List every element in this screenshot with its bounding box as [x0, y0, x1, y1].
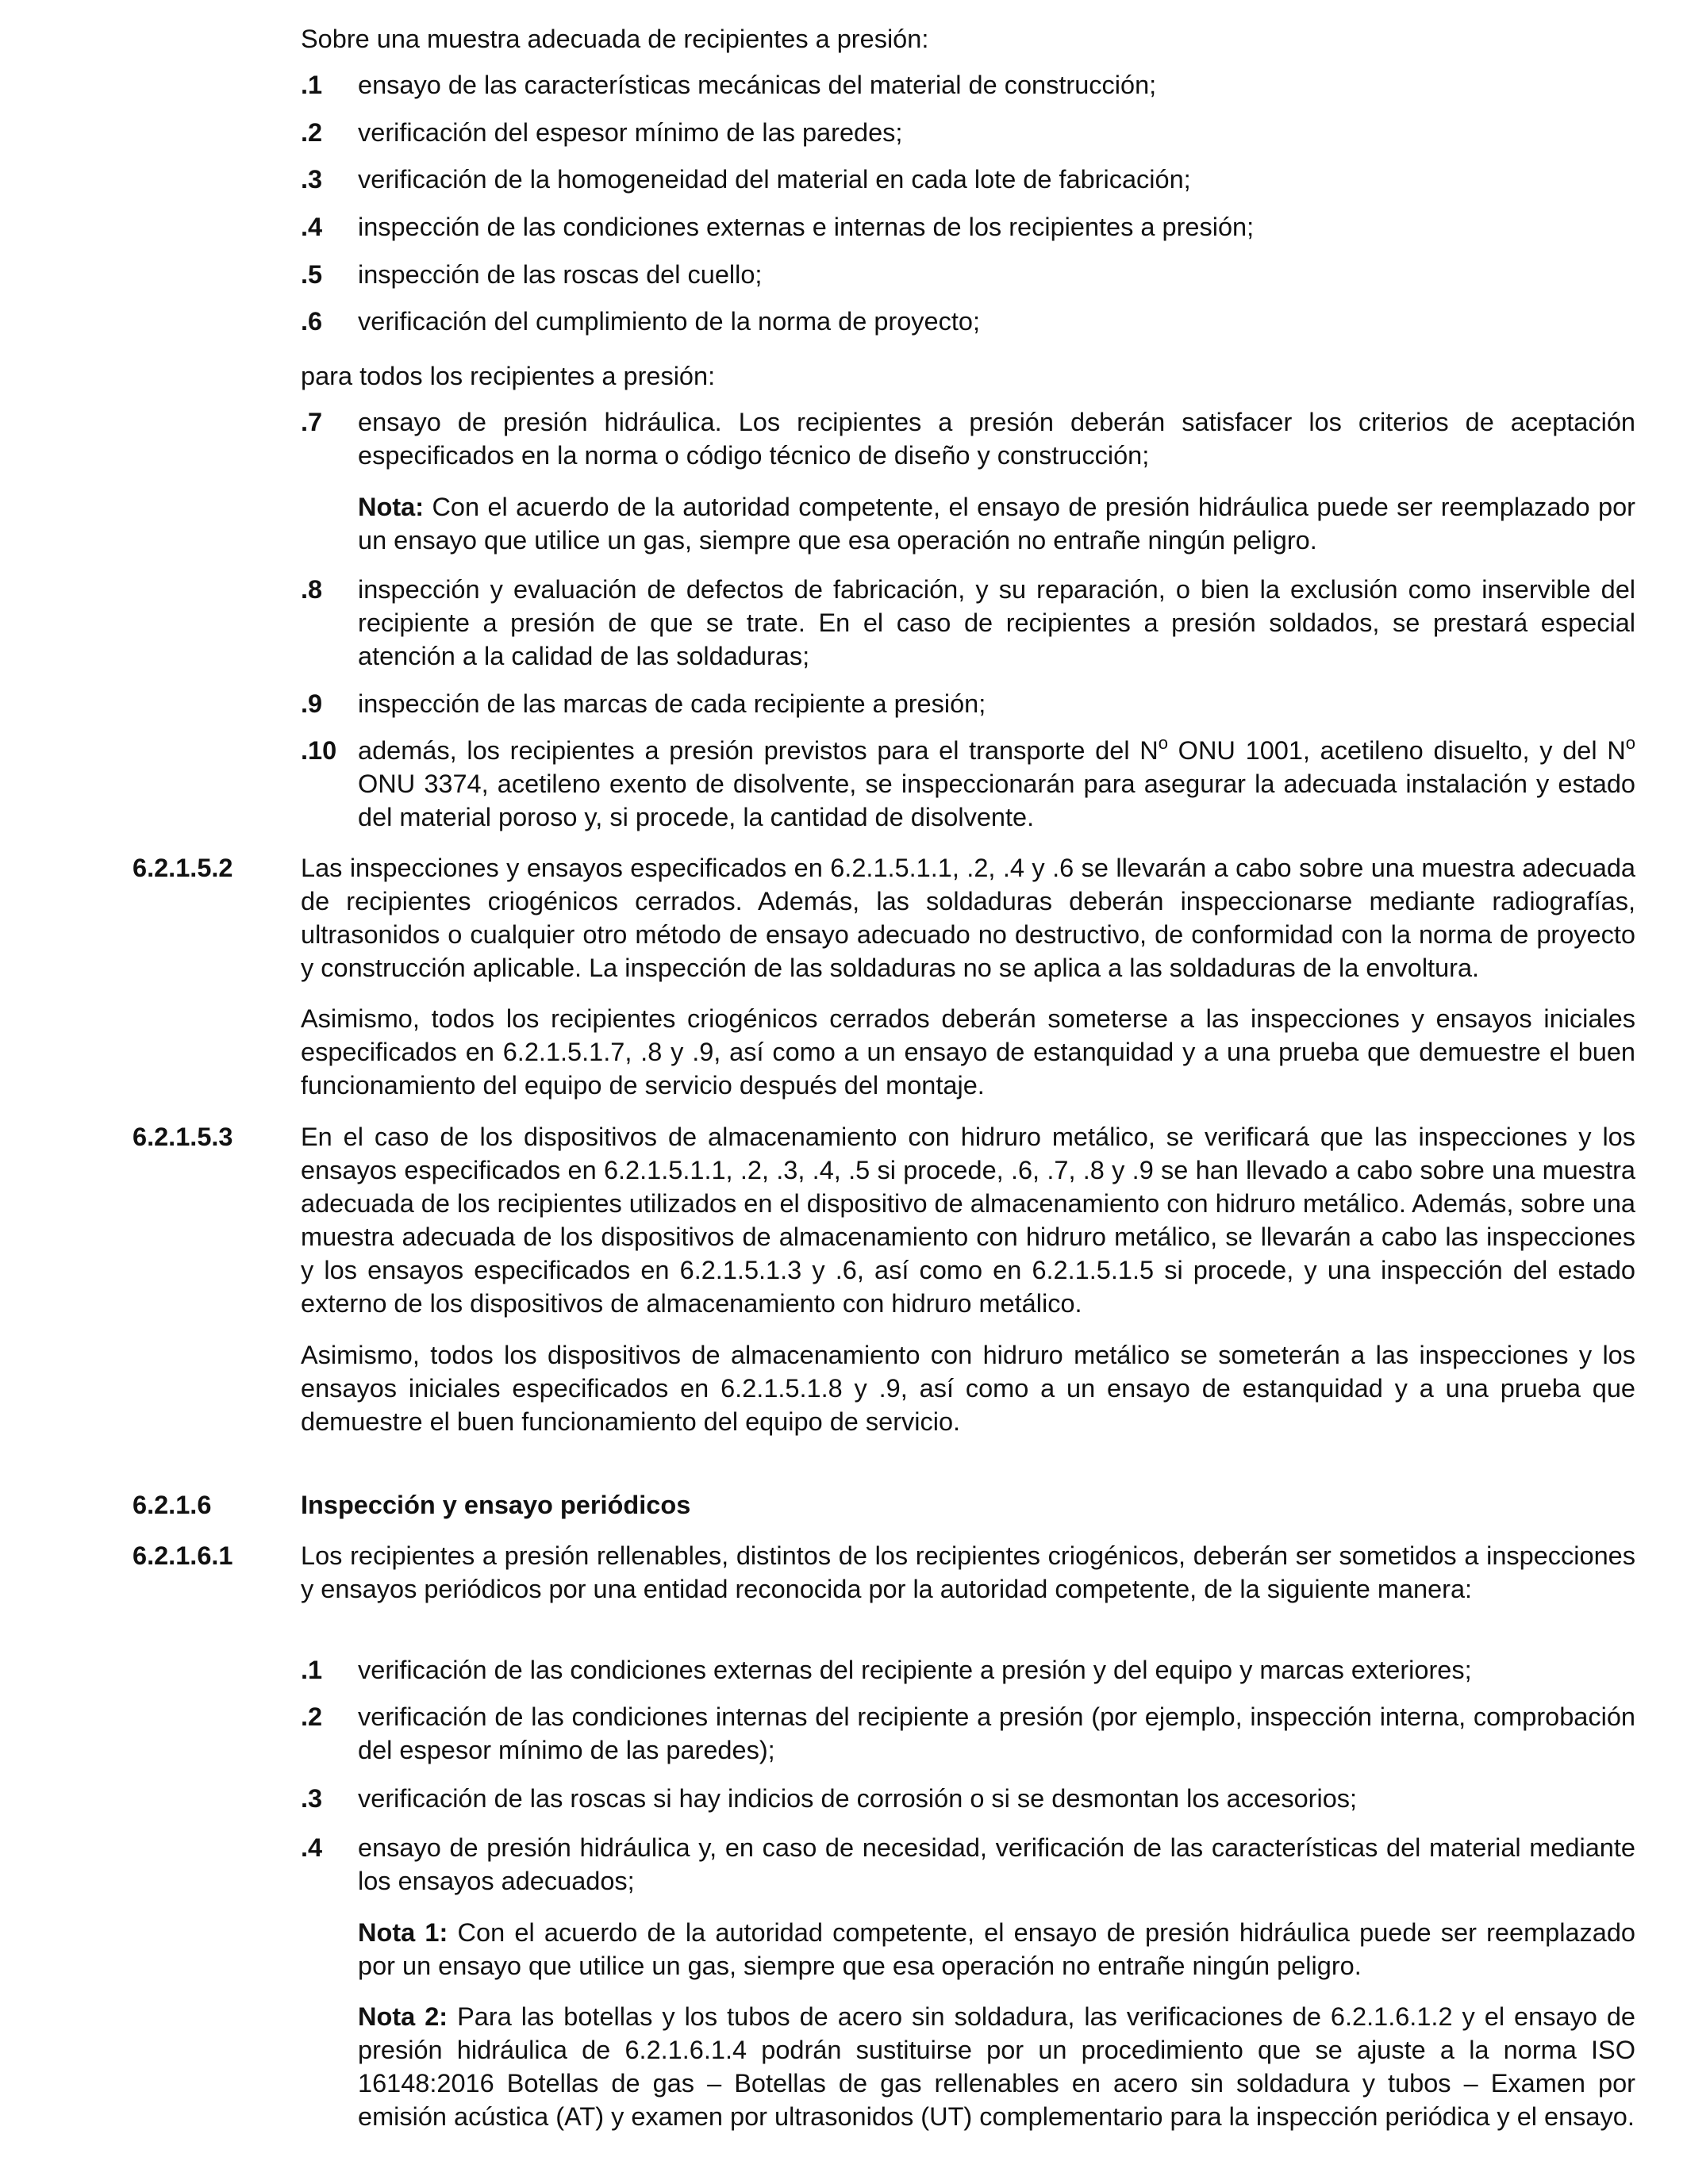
list-item: inspección de las condiciones externas e internas de los recipientes a presión;	[358, 213, 1255, 241]
list-item: inspección de las roscas del cuello;	[358, 260, 763, 289]
list-item-number: .3	[301, 165, 323, 194]
list-item: verificación de las condiciones externas del recipiente a presión y del equipo y marcas exteriores;	[358, 1656, 1472, 1684]
section-heading: Inspección y ensayo periódicos	[301, 1491, 691, 1519]
list-item-number: .6	[301, 307, 323, 336]
list-item	[358, 734, 1635, 834]
list-item-number: .7	[301, 408, 323, 436]
list-item-number: .5	[301, 260, 323, 289]
list-item-number: .4	[301, 1833, 323, 1862]
section-paragraph: Los recipientes a presión rellenables, distintos de los recipientes criogénicos, deberán ser sometidos a inspecciones y ensayos periódicos por una entidad reconocida por la autoridad competente, de la siguiente manera:	[301, 1541, 1635, 1603]
list-item: verificación de las condiciones internas del recipiente a presión (por ejemplo, inspección interna, comprobación del espesor mínimo de las paredes);	[358, 1702, 1635, 1764]
superscript-o: o	[1625, 733, 1635, 753]
list-item-number: .9	[301, 689, 323, 718]
list-item-number: .8	[301, 575, 323, 604]
note-label: Nota:	[358, 493, 425, 521]
list-item-number: .3	[301, 1784, 323, 1813]
list-item: ensayo de las características mecánicas del material de construcción;	[358, 71, 1157, 99]
list-item-number: .1	[301, 71, 323, 99]
list-item: verificación de la homogeneidad del material en cada lote de fabricación;	[358, 165, 1191, 194]
list-item-number: .2	[301, 118, 323, 147]
list-item-number: .4	[301, 213, 323, 241]
item10-text-part: además, los recipientes a presión previstos para el transporte del N	[358, 736, 1159, 765]
item10-text-part: ONU 3374, acetileno exento de disolvente, se inspeccionarán para asegurar la adecuada instalación y estado del material poroso y, si procede, la cantidad de disolvente.	[358, 770, 1635, 831]
superscript-o: o	[1158, 733, 1168, 753]
note-paragraph	[358, 490, 1635, 557]
list-item: verificación de las roscas si hay indicios de corrosión o si se desmontan los accesorios;	[358, 1784, 1358, 1813]
intro-all-paragraph: para todos los recipientes a presión:	[301, 362, 716, 390]
note-paragraph	[358, 1916, 1635, 1982]
note-text: Para las botellas y los tubos de acero sin soldadura, las verificaciones de 6.2.1.6.1.2 y el ensayo de presión hidráulica de 6.2.1.6.1.4 podrán sustituirse por un procedimiento que se ajuste a la norma ISO 16148:2016 Botellas de gas – Botellas de gas rellenables en acero sin soldadura y tubos – Examen por emisión acústica (AT) y examen por ultrasonidos (UT) complementario para la inspección periódica y el ensayo.	[358, 2002, 1635, 2131]
note-label: Nota 1:	[358, 1918, 448, 1947]
section-paragraph: Las inspecciones y ensayos especificados en 6.2.1.5.1.1, .2, .4 y .6 se llevarán a cabo sobre una muestra adecuada de recipientes criogénicos cerrados. Además, las soldaduras deberán inspeccionarse mediante radiografías, ultrasonidos o cualquier otro método de ensayo adecuado no destructivo, de conformidad con la norma de proyecto y construcción aplicable. La inspección de las soldaduras no se aplica a las soldaduras de la envoltura.	[301, 854, 1635, 982]
list-item: inspección y evaluación de defectos de fabricación, y su reparación, o bien la exclusión como inservible del recipiente a presión de que se trate. En el caso de recipientes a presión soldados, se prestará especial atención a la calidad de las soldaduras;	[358, 575, 1635, 670]
list-item: inspección de las marcas de cada recipiente a presión;	[358, 689, 986, 718]
list-item: ensayo de presión hidráulica y, en caso de necesidad, verificación de las características del material mediante los ensayos adecuados;	[358, 1833, 1635, 1895]
section-paragraph: En el caso de los dispositivos de almacenamiento con hidruro metálico, se verificará que las inspecciones y los ensayos especificados en 6.2.1.5.1.1, .2, .3, .4, .5 si procede, .6, .7, .8 y .9 se han llevado a cabo sobre una muestra adecuada de los recipientes utilizados en el dispositivo de almacenamiento con hidruro metálico. Además, sobre una muestra adecuada de los dispositivos de almacenamiento con hidruro metálico, se llevarán a cabo las inspecciones y los ensayos especificados en 6.2.1.5.1.3 y .6, así como en 6.2.1.5.1.5 si procede, y una inspección del estado externo de los dispositivos de almacenamiento con hidruro metálico.	[301, 1123, 1635, 1318]
note-paragraph	[358, 2000, 1635, 2133]
list-item: verificación del espesor mínimo de las paredes;	[358, 118, 903, 147]
section-number: 6.2.1.5.3	[133, 1123, 233, 1151]
section-paragraph: Asimismo, todos los dispositivos de almacenamiento con hidruro metálico se someterán a las inspecciones y los ensayos iniciales especificados en 6.2.1.5.1.8 y .9, así como a un ensayo de estanquidad y a una prueba que demuestre el buen funcionamiento del equipo de servicio.	[301, 1341, 1635, 1436]
note-label: Nota 2:	[358, 2002, 448, 2031]
list-item-number: .1	[301, 1656, 323, 1684]
section-number: 6.2.1.5.2	[133, 854, 233, 882]
list-item: verificación del cumplimiento de la norma de proyecto;	[358, 307, 980, 336]
note-text: Con el acuerdo de la autoridad competente, el ensayo de presión hidráulica puede ser reemplazado por un ensayo que utilice un gas, siempre que esa operación no entrañe ningún peligro.	[358, 1918, 1635, 1980]
intro-sample-paragraph: Sobre una muestra adecuada de recipientes a presión:	[301, 25, 929, 53]
list-item-number: .2	[301, 1702, 323, 1731]
section-paragraph: Asimismo, todos los recipientes criogénicos cerrados deberán someterse a las inspecciones y ensayos iniciales especificados en 6.2.1.5.1.7, .8 y .9, así como a un ensayo de estanquidad y a una prueba que demuestre el buen funcionamiento del equipo de servicio después del montaje.	[301, 1004, 1635, 1100]
note-text: Con el acuerdo de la autoridad competente, el ensayo de presión hidráulica puede ser reemplazado por un ensayo que utilice un gas, siempre que esa operación no entrañe ningún peligro.	[358, 493, 1635, 555]
list-item-number: .10	[301, 736, 337, 765]
section-number: 6.2.1.6	[133, 1491, 212, 1519]
list-item: ensayo de presión hidráulica. Los recipientes a presión deberán satisfacer los criterios de aceptación especificados en la norma o código técnico de diseño y construcción;	[358, 408, 1635, 470]
section-number: 6.2.1.6.1	[133, 1541, 233, 1570]
item10-text-part: ONU 1001, acetileno disuelto, y del N	[1167, 736, 1626, 765]
